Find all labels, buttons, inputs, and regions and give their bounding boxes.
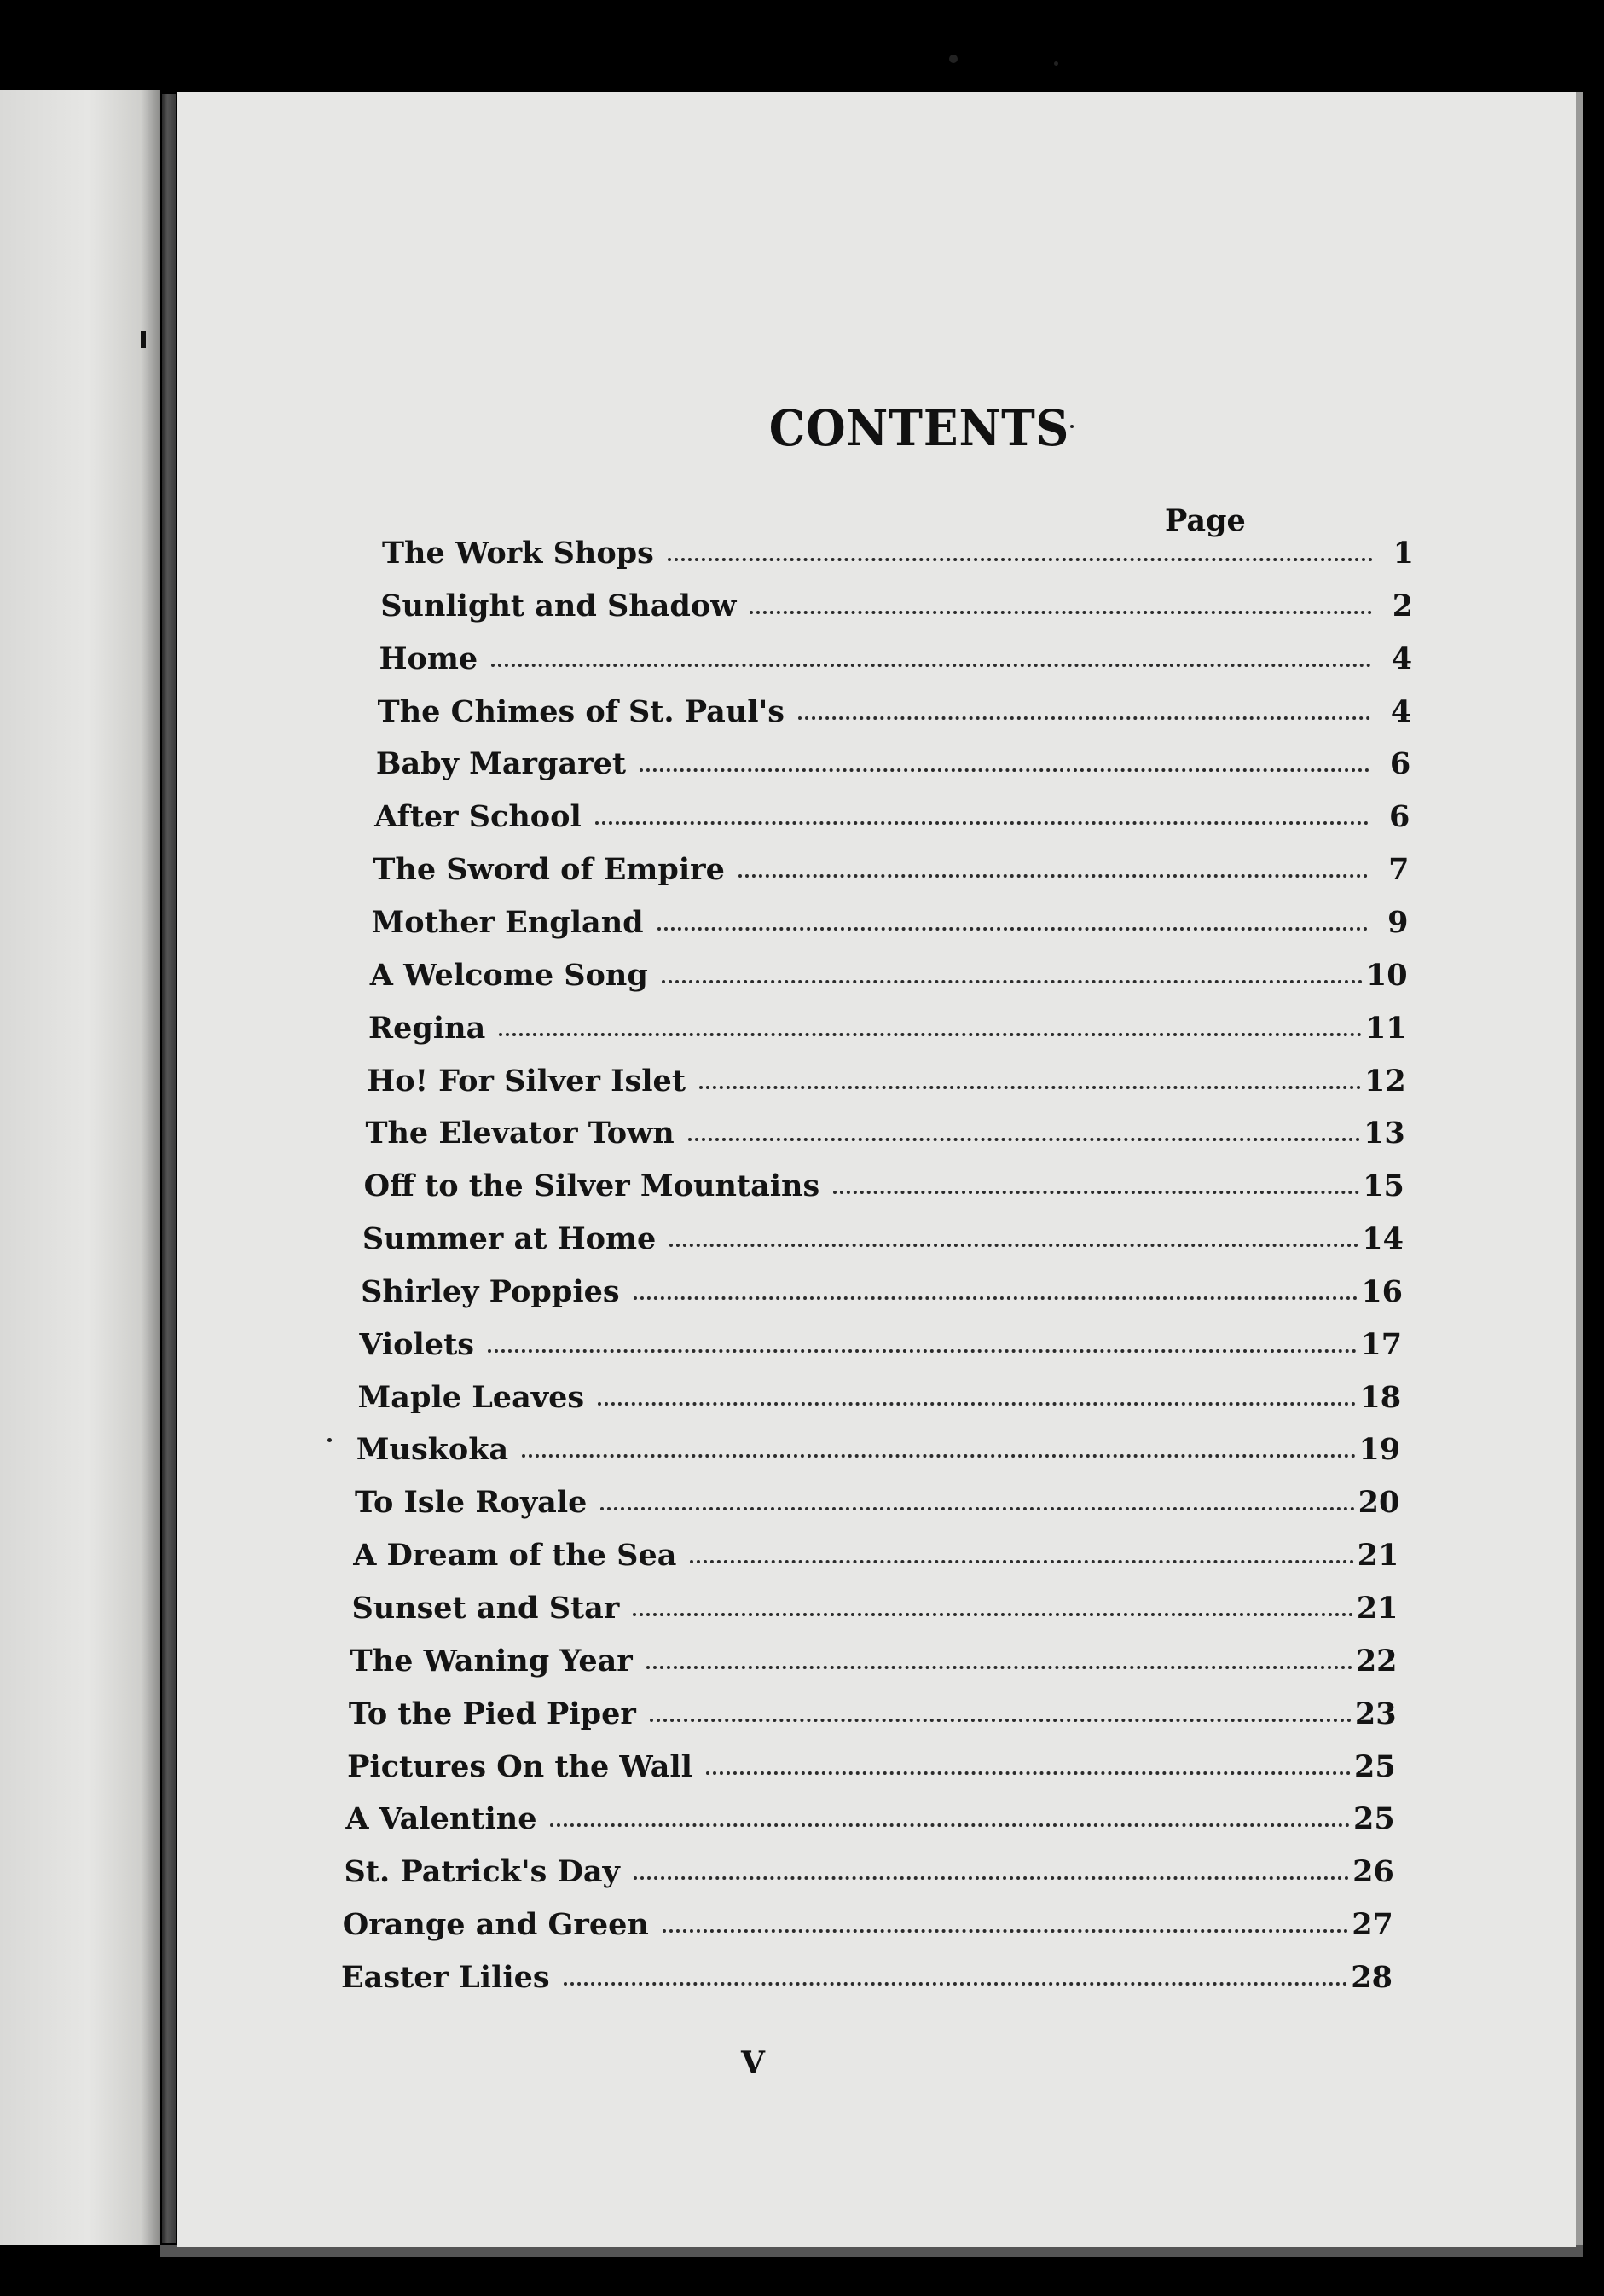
toc-entry-page: 21: [1356, 1591, 1398, 1626]
toc-entry: [380, 588, 1413, 626]
toc-entry-page: 22: [1355, 1643, 1398, 1679]
toc-entry-page: 16: [1361, 1273, 1404, 1309]
dot-leader: [690, 1560, 1353, 1563]
toc-entry-page: 21: [1357, 1538, 1399, 1574]
dot-leader: [650, 1719, 1352, 1722]
toc-entry-title: Violets: [359, 1326, 474, 1362]
page-number: V: [741, 2045, 765, 2081]
toc-entry-title: Maple Leaves: [357, 1379, 585, 1415]
toc-entry: [376, 746, 1410, 784]
toc-entry-title: Muskoka: [356, 1432, 509, 1468]
dot-leader: [595, 821, 1369, 825]
toc-entry-title: A Valentine: [345, 1801, 537, 1837]
dot-leader: [633, 1613, 1352, 1616]
scan-speck: [1054, 61, 1058, 66]
toc-entry: [353, 1538, 1398, 1575]
toc-entry-page: 12: [1364, 1063, 1406, 1099]
toc-entry-page: 10: [1365, 957, 1408, 993]
dot-leader: [646, 1666, 1352, 1669]
dot-leader: [699, 1086, 1361, 1089]
toc-entry: [382, 536, 1414, 573]
toc-entry: [359, 1327, 1402, 1365]
dot-leader: [662, 980, 1363, 983]
toc-entry-page: 25: [1353, 1748, 1396, 1784]
page-edge-shadow: [1576, 92, 1583, 2247]
page-title: CONTENTS: [768, 399, 1070, 457]
toc-entry-page: 20: [1358, 1485, 1400, 1521]
toc-entry: [374, 799, 1410, 837]
dot-leader: [688, 1138, 1360, 1141]
toc-entry-title: Shirley Poppies: [361, 1273, 620, 1309]
toc-entry: [345, 1854, 1394, 1892]
dot-leader: [668, 558, 1373, 561]
scan-speck: [1070, 425, 1074, 428]
toc-entry-title: The Elevator Town: [365, 1116, 675, 1151]
toc-entry: [356, 1432, 1400, 1470]
toc-entry-title: Off to the Silver Mountains: [363, 1168, 820, 1204]
toc-entry: [370, 958, 1408, 995]
dot-leader: [491, 664, 1371, 667]
toc-entry-title: Ho! For Silver Islet: [367, 1063, 686, 1099]
dot-leader: [522, 1454, 1355, 1458]
toc-entry-page: 9: [1387, 904, 1409, 940]
toc-entry-page: 6: [1389, 799, 1410, 835]
book-spine: [162, 94, 176, 2243]
toc-entry-title: Easter Lilies: [341, 1960, 550, 1995]
dot-leader: [564, 1982, 1348, 1986]
toc-entry-title: Home: [379, 641, 478, 676]
dot-leader: [488, 1349, 1357, 1353]
page-column-label: Page: [1165, 503, 1246, 538]
toc-entry-title: The Sword of Empire: [373, 852, 725, 888]
toc-entry-page: 11: [1364, 1010, 1407, 1046]
dot-leader: [706, 1771, 1351, 1775]
toc-entry-page: 13: [1364, 1116, 1405, 1151]
toc-entry: [362, 1221, 1404, 1259]
toc-entry-page: 4: [1390, 693, 1412, 729]
toc-entry: [372, 905, 1409, 942]
page-bottom-edge: [160, 2245, 1583, 2257]
dot-leader: [833, 1191, 1359, 1194]
dot-leader: [634, 1296, 1358, 1300]
toc-entry-page: 18: [1359, 1379, 1402, 1415]
toc-entry-page: 14: [1362, 1221, 1404, 1257]
toc-entry-page: 4: [1391, 641, 1413, 676]
toc-entry: [364, 1168, 1404, 1206]
contents-page: [177, 92, 1576, 2247]
toc-entry-title: The Work Shops: [382, 536, 654, 571]
toc-entry: [358, 1380, 1402, 1418]
toc-entry-title: Summer at Home: [362, 1221, 657, 1257]
toc-entry-title: To Isle Royale: [355, 1485, 588, 1521]
toc-entry-title: The Chimes of St. Paul's: [377, 693, 785, 729]
toc-entry-title: A Dream of the Sea: [353, 1538, 677, 1574]
toc-entry: [361, 1274, 1403, 1312]
toc-entry-page: 25: [1353, 1801, 1395, 1837]
toc-entry-page: 26: [1352, 1854, 1394, 1890]
toc-entry-title: To the Pied Piper: [348, 1696, 636, 1731]
toc-entry: [350, 1644, 1398, 1681]
toc-entry: [367, 1064, 1406, 1101]
toc-entry-title: Sunlight and Shadow: [380, 588, 737, 623]
dot-leader: [634, 1876, 1349, 1880]
toc-entry-title: Mother England: [371, 904, 644, 940]
toc-entry: [378, 694, 1412, 732]
dot-leader: [499, 1033, 1362, 1036]
toc-entry-page: 28: [1351, 1960, 1393, 1995]
dot-leader: [738, 874, 1369, 878]
toc-entry: [373, 852, 1409, 890]
toc-entry: [351, 1591, 1398, 1628]
toc-entry: [347, 1749, 1396, 1787]
toc-entry-page: 6: [1389, 746, 1411, 782]
toc-entry-title: St. Patrick's Day: [344, 1854, 620, 1890]
toc-entry-title: Sunset and Star: [351, 1591, 620, 1626]
dot-leader: [657, 927, 1368, 931]
scan-speck: [949, 55, 958, 63]
toc-entry-page: 23: [1354, 1696, 1397, 1731]
dot-leader: [550, 1823, 1350, 1827]
toc-entry: [345, 1801, 1394, 1839]
facing-page-edge: [0, 90, 160, 2245]
toc-entry-page: 17: [1360, 1326, 1403, 1362]
toc-entry-title: The Waning Year: [350, 1643, 633, 1679]
toc-entry-page: 19: [1358, 1432, 1401, 1468]
toc-entry-page: 2: [1392, 588, 1414, 623]
dot-leader: [640, 768, 1369, 772]
toc-entry: [368, 1011, 1407, 1048]
toc-entry-title: A Welcome Song: [369, 957, 648, 993]
toc-entry: [355, 1485, 1399, 1522]
dot-leader: [598, 1402, 1356, 1406]
toc-entry-page: 1: [1393, 536, 1414, 571]
toc-entry: [349, 1696, 1397, 1734]
toc-entry-page: 7: [1388, 852, 1410, 888]
dot-leader: [600, 1507, 1354, 1510]
ink-mark: [141, 331, 146, 348]
toc-entry: [341, 1960, 1393, 1997]
toc-entry-page: 15: [1363, 1168, 1404, 1204]
toc-entry: [365, 1116, 1404, 1153]
toc-entry-title: Baby Margaret: [375, 746, 627, 782]
dot-leader: [750, 611, 1372, 614]
toc-entry: [379, 641, 1412, 679]
dot-leader: [669, 1244, 1358, 1247]
toc-entry-title: Orange and Green: [342, 1907, 649, 1943]
toc-entry: [343, 1907, 1393, 1945]
toc-entry-title: Regina: [368, 1010, 486, 1046]
toc-entry-title: After School: [374, 799, 582, 835]
dot-leader: [663, 1929, 1348, 1933]
dot-leader: [798, 716, 1370, 720]
scan-speck: [327, 1438, 332, 1442]
toc-entry-title: Pictures On the Wall: [347, 1748, 692, 1784]
toc-entry-page: 27: [1352, 1907, 1393, 1943]
